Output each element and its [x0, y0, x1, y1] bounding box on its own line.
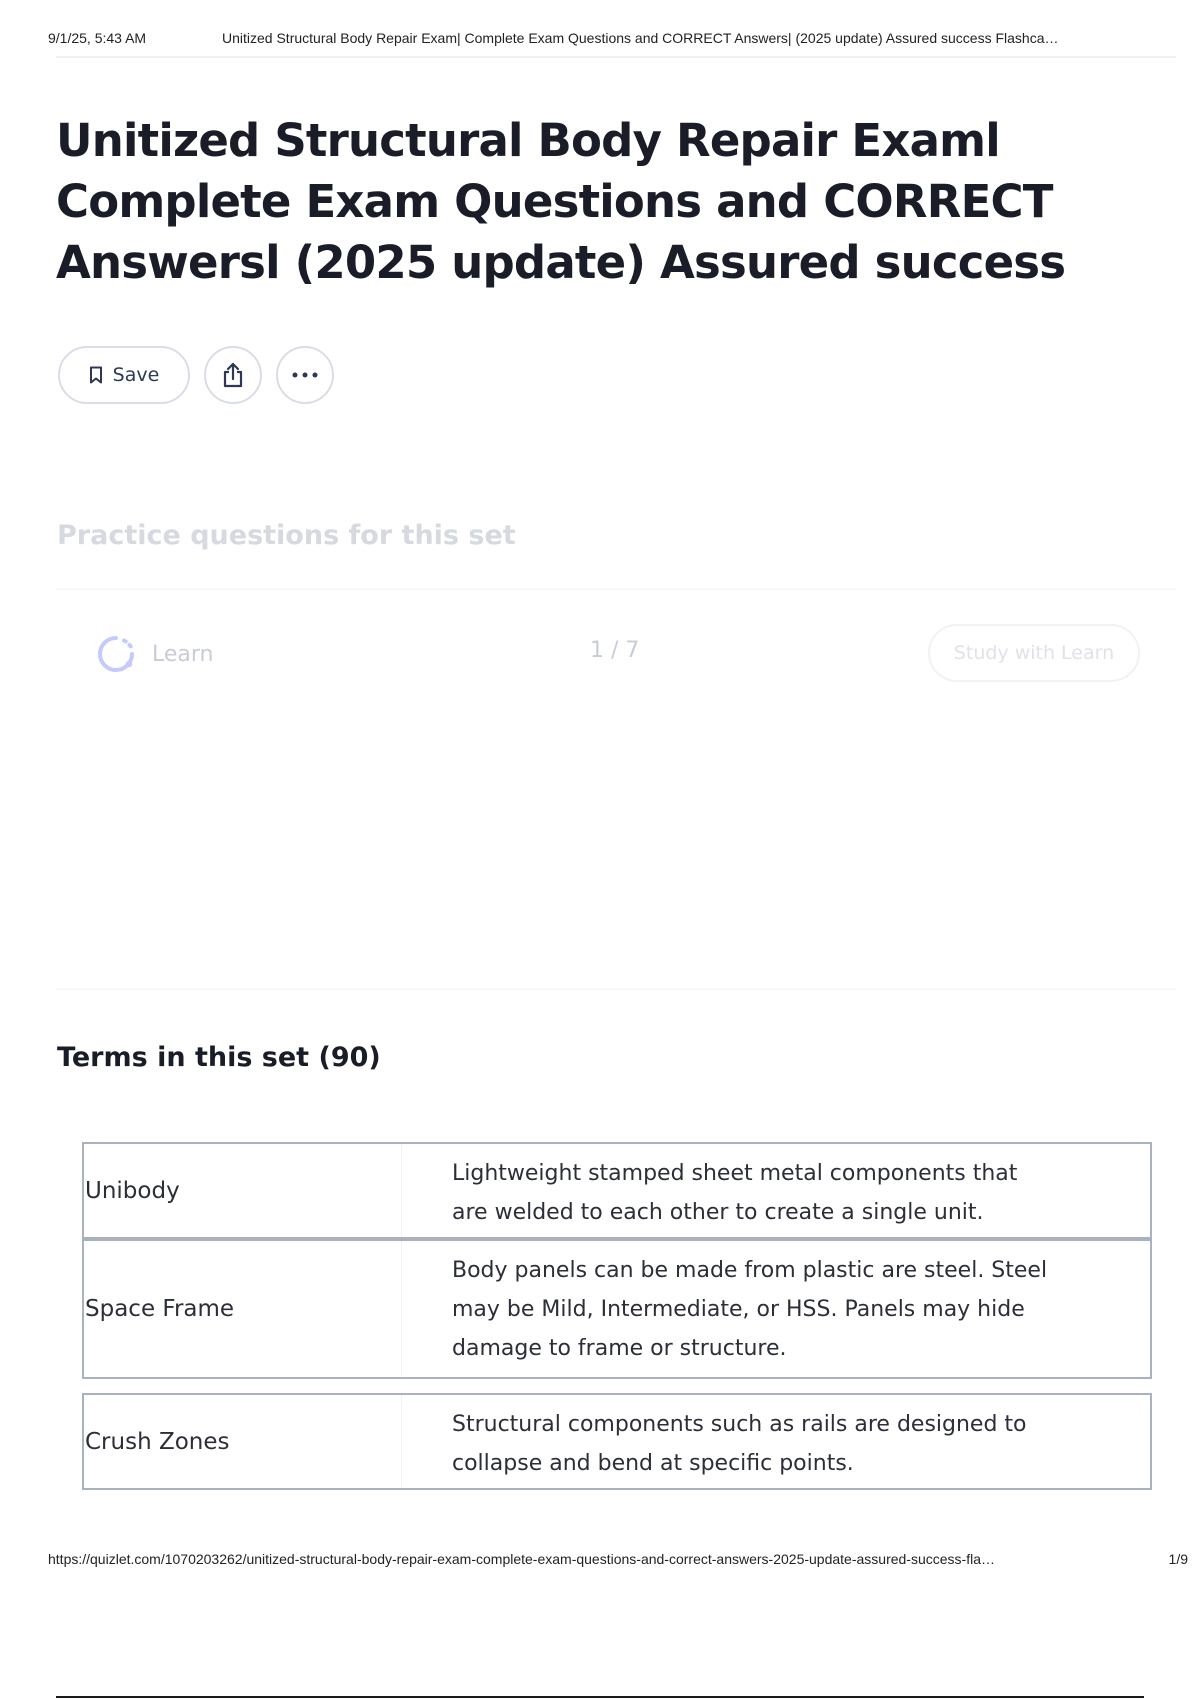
term-row: [82, 1393, 1152, 1490]
share-icon: [221, 362, 245, 388]
term-row: [82, 1239, 1152, 1379]
term-row: [82, 1142, 1152, 1239]
progress-counter: 1 / 7: [590, 638, 640, 663]
page-title: Unitized Structural Body Repair Examl Complete Exam Questions and CORRECT Answersl (2025 update) Assured success: [56, 114, 1066, 289]
study-with-learn-button[interactable]: Study with Learn: [928, 624, 1140, 682]
term: Unibody: [84, 1144, 402, 1237]
terms-heading: Terms in this set (90): [57, 1042, 381, 1073]
definition: Body panels can be made from plastic are steel. Steel may be Mild, Intermediate, or HSS. Panels may hide damage to frame or structure.: [452, 1258, 1048, 1361]
print-footer: [48, 1551, 1188, 1567]
set-actions: [58, 346, 334, 404]
print-date: 9/1/25, 5:43 AM: [48, 30, 147, 46]
save-label: Save: [112, 364, 160, 386]
learn-label: Learn: [152, 641, 214, 667]
learn-icon: [96, 634, 136, 674]
header-divider: [56, 56, 1176, 58]
term: Space Frame: [84, 1241, 402, 1377]
more-options-button[interactable]: [276, 346, 334, 404]
more-icon: [292, 372, 318, 378]
practice-heading: Practice questions for this set: [57, 520, 516, 551]
share-button[interactable]: [204, 346, 262, 404]
bookmark-icon: [89, 366, 103, 384]
print-url: https://quizlet.com/1070203262/unitized-structural-body-repair-exam-complete-exam-questions-and-correct-answers-2025-update-assured-success-fla…: [48, 1551, 995, 1567]
print-doc-title: Unitized Structural Body Repair Exam| Complete Exam Questions and CORRECT Answers| (2025 update) Assured success Flashca…: [222, 30, 1059, 46]
practice-card: [56, 588, 1176, 990]
print-header: [48, 30, 1188, 46]
definition: Lightweight stamped sheet metal components that are welded to each other to create a single unit.: [452, 1161, 1018, 1225]
definition: Structural components such as rails are designed to collapse and bend at specific points.: [452, 1412, 1027, 1476]
bottom-divider: [56, 1696, 1144, 1698]
term: Crush Zones: [84, 1395, 402, 1488]
page-number: 1/9: [1168, 1551, 1188, 1567]
save-button[interactable]: [58, 346, 190, 404]
learn-mode: [96, 634, 214, 674]
